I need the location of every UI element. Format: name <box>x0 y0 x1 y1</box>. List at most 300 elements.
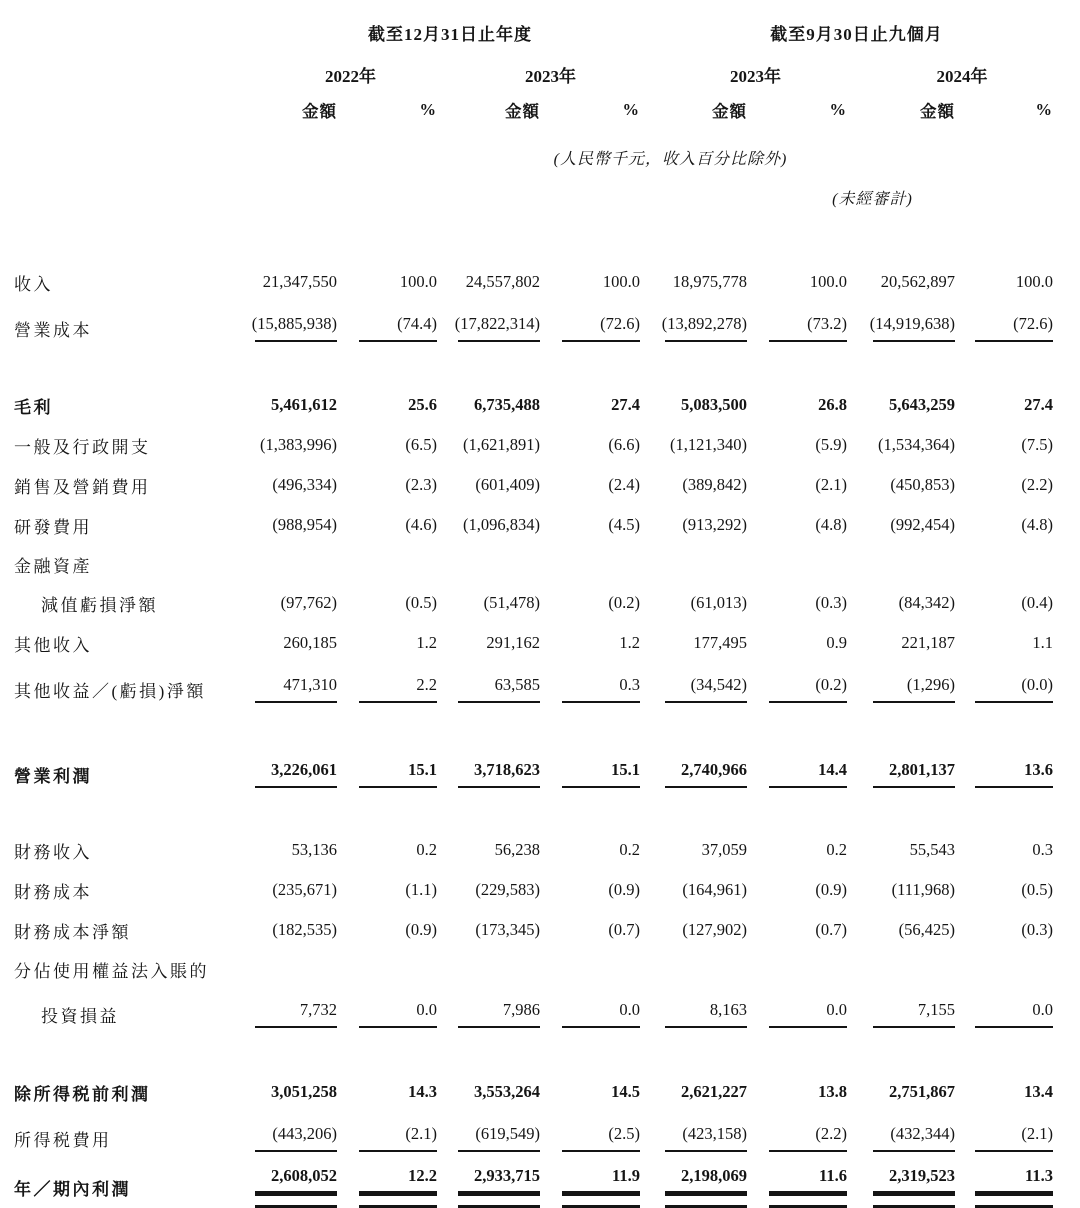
percent-cell <box>540 515 640 535</box>
amount-cell <box>640 593 747 613</box>
amount-cell <box>847 593 955 613</box>
double-underline-rule <box>769 1191 847 1208</box>
percent-cell <box>540 593 640 613</box>
amount-cell <box>437 314 540 342</box>
row-label: 分佔使用權益法入賬的 <box>14 961 209 981</box>
cell-value: 14.4 <box>818 760 847 779</box>
cell-value: 100.0 <box>602 272 640 291</box>
cell-value: 15.1 <box>611 760 640 779</box>
table-row <box>14 870 1080 910</box>
percent-cell <box>747 1124 847 1152</box>
cell-value: 56,238 <box>494 840 540 859</box>
cell-value: 0.3 <box>1032 840 1053 859</box>
percent-cell <box>955 1000 1053 1028</box>
percent-cell <box>955 435 1053 455</box>
cell-value: (5.9) <box>815 435 847 454</box>
cell-value: 27.4 <box>1024 395 1053 414</box>
cell-value: (0.2) <box>815 675 847 694</box>
percent-cell <box>955 1082 1053 1102</box>
cell-value: 291,162 <box>486 633 540 652</box>
percent-cell <box>540 840 640 860</box>
percent-cell <box>747 475 847 495</box>
cell-value: (0.2) <box>608 593 640 612</box>
cell-value: (1,534,364) <box>878 435 955 454</box>
percent-cell <box>337 1166 437 1208</box>
cell-value: 7,986 <box>502 1000 540 1019</box>
cell-value: 0.2 <box>619 840 640 859</box>
percent-cell <box>337 760 437 788</box>
percent-cell <box>540 1166 640 1208</box>
cell-value: (450,853) <box>890 475 955 494</box>
amount-cell <box>640 1166 747 1208</box>
financial-table-body <box>14 262 1080 1208</box>
cell-value: 2,608,052 <box>271 1166 337 1185</box>
cell-value: 11.9 <box>612 1166 640 1185</box>
year-label-2023-9m: 2023年 <box>730 67 781 86</box>
cell-value: 63,585 <box>494 675 540 694</box>
cell-value: 24,557,802 <box>465 272 540 291</box>
amount-cell <box>437 1124 540 1152</box>
percent-cell <box>747 314 847 342</box>
percent-cell <box>540 633 640 653</box>
percent-cell <box>337 272 437 292</box>
amount-cell <box>240 515 337 535</box>
cell-value: 5,083,500 <box>681 395 747 414</box>
cell-value: 13.4 <box>1024 1082 1053 1101</box>
amount-cell <box>437 593 540 613</box>
underline-rule <box>769 786 847 788</box>
section-spacer <box>14 1040 1080 1072</box>
amount-cell <box>240 1082 337 1102</box>
table-row <box>14 385 1080 425</box>
amount-cell <box>437 1000 540 1028</box>
cell-value: (0.5) <box>405 593 437 612</box>
cell-value: (1,121,340) <box>670 435 747 454</box>
amount-header: 金額 <box>920 102 955 121</box>
cell-value: 0.0 <box>826 1000 847 1019</box>
cell-value: (2.5) <box>608 1124 640 1143</box>
underline-rule <box>458 1026 540 1028</box>
cell-value: (443,206) <box>272 1124 337 1143</box>
amount-cell <box>437 435 540 455</box>
percent-cell <box>337 633 437 653</box>
amount-cell <box>847 314 955 342</box>
amount-cell <box>240 920 337 940</box>
table-row <box>14 583 1080 623</box>
cell-value: 0.2 <box>826 840 847 859</box>
amount-cell <box>437 515 540 535</box>
amount-cell <box>640 760 747 788</box>
percent-cell <box>955 675 1053 703</box>
cell-value: 1.1 <box>1032 633 1053 652</box>
cell-value: (229,583) <box>475 880 540 899</box>
cell-value: (1,096,834) <box>463 515 540 534</box>
cell-value: (1,296) <box>906 675 955 694</box>
row-label: 減值虧損淨額 <box>41 595 158 615</box>
amount-cell <box>240 593 337 613</box>
table-row <box>14 623 1080 663</box>
percent-header: % <box>829 100 847 119</box>
cell-value: 2.2 <box>416 675 437 694</box>
amount-cell <box>240 633 337 653</box>
percent-cell <box>747 760 847 788</box>
cell-value: 53,136 <box>291 840 337 859</box>
percent-cell <box>540 920 640 940</box>
percent-cell <box>337 880 437 900</box>
table-row <box>14 830 1080 870</box>
year-label-2022: 2022年 <box>325 67 376 86</box>
cell-value: (61,013) <box>690 593 747 612</box>
percent-cell <box>747 395 847 415</box>
underline-rule <box>562 1026 640 1028</box>
row-label: 年／期內利潤 <box>14 1179 131 1199</box>
cell-value: (0.3) <box>815 593 847 612</box>
cell-value: 2,740,966 <box>681 760 747 779</box>
cell-value: 3,553,264 <box>474 1082 540 1101</box>
amount-header: 金額 <box>302 102 337 121</box>
cell-value: 13.8 <box>818 1082 847 1101</box>
cell-value: 7,732 <box>299 1000 337 1019</box>
underline-rule <box>769 340 847 342</box>
cell-value: 11.3 <box>1025 1166 1053 1185</box>
cell-value: (0.0) <box>1021 675 1053 694</box>
percent-cell <box>747 880 847 900</box>
amount-cell <box>437 920 540 940</box>
underline-rule <box>975 701 1053 703</box>
amount-cell <box>847 475 955 495</box>
cell-value: (127,902) <box>682 920 747 939</box>
cell-value: 8,163 <box>709 1000 747 1019</box>
amount-cell <box>847 1124 955 1152</box>
table-row <box>14 465 1080 505</box>
percent-cell <box>955 633 1053 653</box>
percent-cell <box>337 675 437 703</box>
cell-value: (0.7) <box>815 920 847 939</box>
cell-value: (84,342) <box>898 593 955 612</box>
cell-value: 2,933,715 <box>474 1166 540 1185</box>
percent-cell <box>747 1082 847 1102</box>
underline-rule <box>769 1150 847 1152</box>
cell-value: (2.2) <box>1021 475 1053 494</box>
amount-cell <box>437 880 540 900</box>
table-row <box>14 262 1080 302</box>
note-unaudited: (未經審計) <box>832 191 913 208</box>
cell-value: (7.5) <box>1021 435 1053 454</box>
percent-cell <box>540 314 640 342</box>
amount-header: 金額 <box>505 102 540 121</box>
row-label: 金融資產 <box>14 556 92 576</box>
cell-value: 13.6 <box>1024 760 1053 779</box>
table-row <box>14 505 1080 545</box>
cell-value: (97,762) <box>280 593 337 612</box>
row-label: 財務成本淨額 <box>14 922 131 942</box>
cell-value: 25.6 <box>408 395 437 414</box>
cell-value: (0.9) <box>608 880 640 899</box>
percent-cell <box>337 840 437 860</box>
amount-cell <box>640 1124 747 1152</box>
amount-cell <box>240 475 337 495</box>
cell-value: (4.8) <box>1021 515 1053 534</box>
cell-value: 471,310 <box>283 675 337 694</box>
amount-cell <box>437 272 540 292</box>
percent-cell <box>747 675 847 703</box>
cell-value: 0.9 <box>826 633 847 652</box>
percent-cell <box>337 395 437 415</box>
table-row <box>14 425 1080 465</box>
cell-value: 7,155 <box>917 1000 955 1019</box>
column-header-row <box>14 98 1080 120</box>
row-label: 營業利潤 <box>14 766 92 786</box>
cell-value: 27.4 <box>611 395 640 414</box>
cell-value: 0.3 <box>619 675 640 694</box>
amount-cell <box>240 1124 337 1152</box>
amount-cell <box>640 633 747 653</box>
amount-cell <box>640 920 747 940</box>
percent-cell <box>747 920 847 940</box>
double-underline-rule <box>665 1191 747 1208</box>
cell-value: 2,319,523 <box>889 1166 955 1185</box>
amount-cell <box>240 675 337 703</box>
percent-cell <box>337 475 437 495</box>
cell-value: 221,187 <box>901 633 955 652</box>
cell-value: (432,344) <box>890 1124 955 1143</box>
table-row <box>14 663 1080 715</box>
cell-value: (2.1) <box>405 1124 437 1143</box>
cell-value: 3,718,623 <box>474 760 540 779</box>
amount-cell <box>847 395 955 415</box>
double-underline-rule <box>562 1191 640 1208</box>
cell-value: 2,801,137 <box>889 760 955 779</box>
amount-cell <box>847 435 955 455</box>
section-spacer <box>14 354 1080 385</box>
underline-rule <box>873 1150 955 1152</box>
cell-value: (111,968) <box>891 880 955 899</box>
underline-rule <box>255 1150 337 1152</box>
cell-value: (15,885,938) <box>251 314 337 333</box>
percent-header: % <box>1035 100 1053 119</box>
unaudited-note-row <box>14 186 1080 206</box>
percent-cell <box>955 880 1053 900</box>
amount-cell <box>640 314 747 342</box>
table-row <box>14 910 1080 950</box>
percent-cell <box>337 1000 437 1028</box>
table-row <box>14 1112 1080 1164</box>
period-group-header-row <box>14 20 1080 42</box>
year-label-2024-9m: 2024年 <box>936 67 988 86</box>
percent-cell <box>747 1000 847 1028</box>
cell-value: (0.4) <box>1021 593 1053 612</box>
row-label: 研發費用 <box>14 517 92 537</box>
cell-value: (0.7) <box>608 920 640 939</box>
row-label: 一般及行政開支 <box>14 437 151 457</box>
percent-cell <box>955 593 1053 613</box>
percent-header: % <box>622 100 640 119</box>
cell-value: (13,892,278) <box>661 314 747 333</box>
underline-rule <box>562 786 640 788</box>
amount-cell <box>847 760 955 788</box>
cell-value: 18,975,778 <box>672 272 747 291</box>
cell-value: (34,542) <box>690 675 747 694</box>
underline-rule <box>665 1150 747 1152</box>
percent-cell <box>747 435 847 455</box>
cell-value: (619,549) <box>475 1124 540 1143</box>
table-row <box>14 545 1080 583</box>
cell-value: 2,751,867 <box>889 1082 955 1101</box>
table-row <box>14 1072 1080 1112</box>
amount-cell <box>240 435 337 455</box>
underline-rule <box>255 1026 337 1028</box>
row-label: 其他收入 <box>14 635 92 655</box>
amount-cell <box>240 314 337 342</box>
percent-cell <box>540 272 640 292</box>
cell-value: 3,051,258 <box>271 1082 337 1101</box>
amount-cell <box>640 1000 747 1028</box>
cell-value: (235,671) <box>272 880 337 899</box>
cell-value: (0.3) <box>1021 920 1053 939</box>
corner-blank <box>14 62 240 87</box>
year-header-row <box>14 62 1080 84</box>
note-currency: (人民幣千元，收入百分比除外) <box>553 151 788 168</box>
cell-value: (6.5) <box>405 435 437 454</box>
underline-rule <box>359 1026 437 1028</box>
underline-rule <box>562 340 640 342</box>
amount-cell <box>640 840 747 860</box>
amount-cell <box>847 840 955 860</box>
amount-cell <box>437 760 540 788</box>
cell-value: (423,158) <box>682 1124 747 1143</box>
cell-value: (0.5) <box>1021 880 1053 899</box>
underline-rule <box>873 340 955 342</box>
amount-cell <box>640 395 747 415</box>
cell-value: (0.9) <box>405 920 437 939</box>
underline-rule <box>873 701 955 703</box>
underline-rule <box>975 1150 1053 1152</box>
amount-cell <box>437 475 540 495</box>
amount-cell <box>847 272 955 292</box>
amount-cell <box>437 840 540 860</box>
cell-value: 100.0 <box>809 272 847 291</box>
amount-cell <box>847 1000 955 1028</box>
percent-cell <box>955 1166 1053 1208</box>
amount-cell <box>240 395 337 415</box>
cell-value: (1.1) <box>405 880 437 899</box>
percent-cell <box>955 395 1053 415</box>
cell-value: (182,535) <box>272 920 337 939</box>
row-label: 銷售及營銷費用 <box>14 477 151 497</box>
cell-value: (389,842) <box>682 475 747 494</box>
cell-value: (17,822,314) <box>454 314 540 333</box>
amount-cell <box>847 1166 955 1208</box>
amount-cell <box>847 1082 955 1102</box>
amount-cell <box>640 272 747 292</box>
percent-cell <box>955 515 1053 535</box>
double-underline-rule <box>873 1191 955 1208</box>
row-label: 財務收入 <box>14 842 92 862</box>
cell-value: (173,345) <box>475 920 540 939</box>
underline-rule <box>975 786 1053 788</box>
underline-rule <box>255 340 337 342</box>
cell-value: 260,185 <box>283 633 337 652</box>
underline-rule <box>255 701 337 703</box>
double-underline-rule <box>255 1191 337 1208</box>
table-row <box>14 950 1080 988</box>
row-label: 收入 <box>14 274 53 294</box>
underline-rule <box>562 701 640 703</box>
table-row <box>14 302 1080 354</box>
cell-value: (6.6) <box>608 435 640 454</box>
percent-cell <box>747 840 847 860</box>
underline-rule <box>458 1150 540 1152</box>
cell-value: (73.2) <box>807 314 847 333</box>
cell-value: 26.8 <box>818 395 847 414</box>
row-label: 投資損益 <box>41 1006 119 1026</box>
table-row <box>14 748 1080 800</box>
underline-rule <box>665 701 747 703</box>
row-label: 除所得税前利潤 <box>14 1084 151 1104</box>
cell-value: (74.4) <box>397 314 437 333</box>
percent-cell <box>955 272 1053 292</box>
amount-cell <box>640 515 747 535</box>
percent-cell <box>540 435 640 455</box>
underline-rule <box>769 1026 847 1028</box>
underline-rule <box>255 786 337 788</box>
amount-cell <box>847 675 955 703</box>
section-spacer <box>14 715 1080 748</box>
underline-rule <box>562 1150 640 1152</box>
cell-value: 14.5 <box>611 1082 640 1101</box>
amount-header: 金額 <box>712 102 747 121</box>
cell-value: (601,409) <box>475 475 540 494</box>
amount-cell <box>640 880 747 900</box>
percent-cell <box>540 1124 640 1152</box>
cell-value: (2.2) <box>815 1124 847 1143</box>
percent-cell <box>337 1082 437 1102</box>
percent-cell <box>337 515 437 535</box>
amount-cell <box>847 515 955 535</box>
underline-rule <box>665 786 747 788</box>
double-underline-rule <box>458 1191 540 1208</box>
row-label: 毛利 <box>14 397 53 417</box>
amount-cell <box>640 435 747 455</box>
percent-cell <box>747 515 847 535</box>
cell-value: 3,226,061 <box>271 760 337 779</box>
cell-value: (72.6) <box>1013 314 1053 333</box>
table-row <box>14 1164 1080 1208</box>
cell-value: 15.1 <box>408 760 437 779</box>
amount-cell <box>640 675 747 703</box>
cell-value: 0.0 <box>416 1000 437 1019</box>
cell-value: 100.0 <box>399 272 437 291</box>
cell-value: (4.5) <box>608 515 640 534</box>
underline-rule <box>873 786 955 788</box>
cell-value: 55,543 <box>909 840 955 859</box>
amount-cell <box>240 760 337 788</box>
year-label-2023: 2023年 <box>525 67 576 86</box>
corner-blank <box>14 186 640 209</box>
row-label: 財務成本 <box>14 882 92 902</box>
amount-cell <box>437 633 540 653</box>
percent-cell <box>337 314 437 342</box>
cell-value: (1,383,996) <box>260 435 337 454</box>
cell-value: (72.6) <box>600 314 640 333</box>
cell-value: (51,478) <box>483 593 540 612</box>
underline-rule <box>359 701 437 703</box>
corner-blank <box>14 20 240 45</box>
amount-cell <box>847 633 955 653</box>
underline-rule <box>769 701 847 703</box>
percent-cell <box>747 593 847 613</box>
percent-cell <box>337 435 437 455</box>
